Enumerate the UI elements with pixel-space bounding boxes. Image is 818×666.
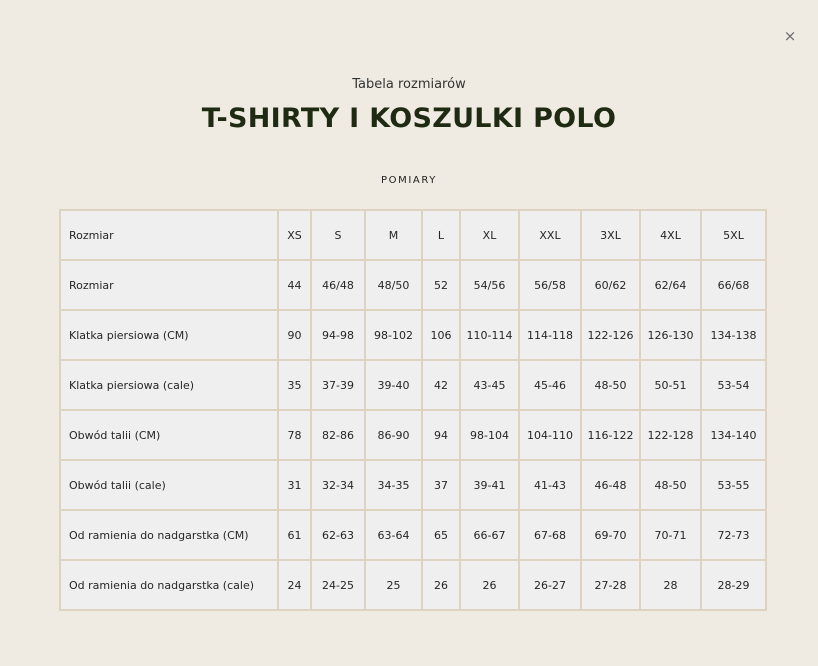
header-cell: XL (460, 210, 519, 260)
table-cell: 24 (278, 560, 311, 610)
table-cell: 27-28 (581, 560, 640, 610)
table-cell: 28 (640, 560, 701, 610)
table-cell: 42 (422, 360, 460, 410)
header-cell: XS (278, 210, 311, 260)
table-cell: 82-86 (311, 410, 365, 460)
table-row (60, 460, 766, 510)
row-label: Od ramienia do nadgarstka (CM) (60, 510, 278, 560)
table-cell: 134-140 (701, 410, 766, 460)
table-cell: 114-118 (519, 310, 581, 360)
table-cell: 72-73 (701, 510, 766, 560)
table-cell: 25 (365, 560, 422, 610)
table-cell: 98-102 (365, 310, 422, 360)
header-cell: XXL (519, 210, 581, 260)
table-cell: 46-48 (581, 460, 640, 510)
row-label: Od ramienia do nadgarstka (cale) (60, 560, 278, 610)
table-cell: 67-68 (519, 510, 581, 560)
table-row (60, 410, 766, 460)
table-row (60, 360, 766, 410)
row-label: Obwód talii (cale) (60, 460, 278, 510)
table-cell: 116-122 (581, 410, 640, 460)
modal-title: T-SHIRTY I KOSZULKI POLO (201, 103, 617, 134)
table-cell: 54/56 (460, 260, 519, 310)
table-cell: 48-50 (581, 360, 640, 410)
header-row-label: Rozmiar (60, 210, 278, 260)
table-cell: 90 (278, 310, 311, 360)
header-cell: S (311, 210, 365, 260)
table-cell: 43-45 (460, 360, 519, 410)
table-cell: 98-104 (460, 410, 519, 460)
table-cell: 69-70 (581, 510, 640, 560)
table-cell: 31 (278, 460, 311, 510)
section-label: POMIARY (381, 175, 437, 186)
table-cell: 41-43 (519, 460, 581, 510)
table-cell: 66-67 (460, 510, 519, 560)
table-cell: 26 (422, 560, 460, 610)
table-cell: 24-25 (311, 560, 365, 610)
table-cell: 32-34 (311, 460, 365, 510)
header-cell: 5XL (701, 210, 766, 260)
table-cell: 94-98 (311, 310, 365, 360)
table-cell: 94 (422, 410, 460, 460)
table-cell: 70-71 (640, 510, 701, 560)
table-cell: 39-40 (365, 360, 422, 410)
header-cell: 3XL (581, 210, 640, 260)
table-cell: 63-64 (365, 510, 422, 560)
row-label: Klatka piersiowa (cale) (60, 360, 278, 410)
row-label: Klatka piersiowa (CM) (60, 310, 278, 360)
table-cell: 126-130 (640, 310, 701, 360)
table-cell: 134-138 (701, 310, 766, 360)
table-cell: 60/62 (581, 260, 640, 310)
table-cell: 78 (278, 410, 311, 460)
table-cell: 26 (460, 560, 519, 610)
table-cell: 106 (422, 310, 460, 360)
table-cell: 37-39 (311, 360, 365, 410)
table-cell: 45-46 (519, 360, 581, 410)
table-cell: 46/48 (311, 260, 365, 310)
table-cell: 66/68 (701, 260, 766, 310)
modal-subtitle: Tabela rozmiarów (352, 77, 466, 92)
table-cell: 122-126 (581, 310, 640, 360)
table-cell: 104-110 (519, 410, 581, 460)
table-cell: 62-63 (311, 510, 365, 560)
table-cell: 53-54 (701, 360, 766, 410)
header-cell: 4XL (640, 210, 701, 260)
header-cell: L (422, 210, 460, 260)
table-row (60, 260, 766, 310)
close-icon[interactable]: × (783, 27, 797, 45)
table-cell: 53-55 (701, 460, 766, 510)
table-cell: 34-35 (365, 460, 422, 510)
table-cell: 39-41 (460, 460, 519, 510)
table-cell: 62/64 (640, 260, 701, 310)
table-cell: 110-114 (460, 310, 519, 360)
table-cell: 65 (422, 510, 460, 560)
header-cell: M (365, 210, 422, 260)
table-cell: 44 (278, 260, 311, 310)
table-row (60, 510, 766, 560)
row-label: Obwód talii (CM) (60, 410, 278, 460)
table-cell: 86-90 (365, 410, 422, 460)
table-cell: 28-29 (701, 560, 766, 610)
table-cell: 48/50 (365, 260, 422, 310)
table-cell: 61 (278, 510, 311, 560)
table-cell: 37 (422, 460, 460, 510)
size-chart-table (59, 209, 767, 611)
table-cell: 56/58 (519, 260, 581, 310)
table-cell: 52 (422, 260, 460, 310)
table-header-row (60, 210, 766, 260)
table-row (60, 310, 766, 360)
table-row (60, 560, 766, 610)
table-cell: 35 (278, 360, 311, 410)
table-cell: 26-27 (519, 560, 581, 610)
table-cell: 48-50 (640, 460, 701, 510)
table-cell: 50-51 (640, 360, 701, 410)
table-cell: 122-128 (640, 410, 701, 460)
row-label: Rozmiar (60, 260, 278, 310)
